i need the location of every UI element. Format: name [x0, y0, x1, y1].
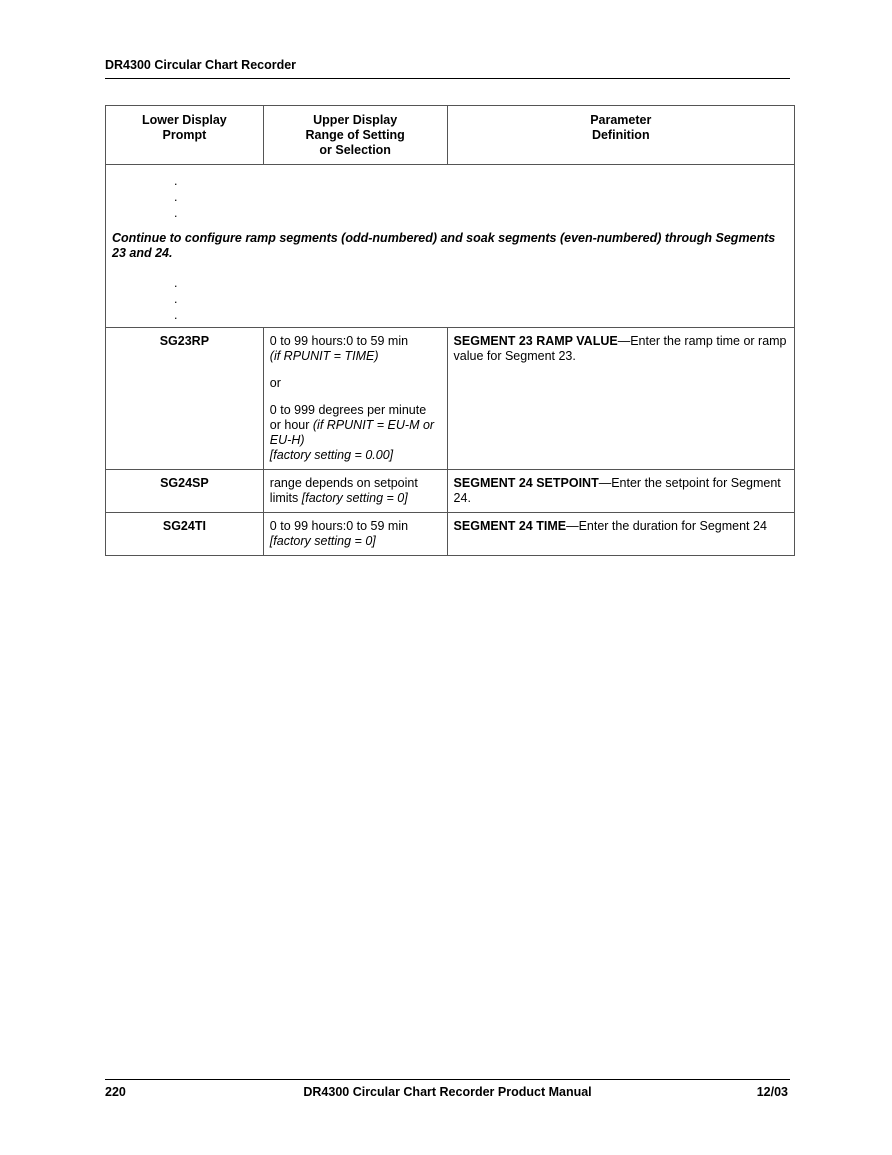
- ellipsis-dots-top: . . .: [174, 174, 178, 220]
- table-row: [106, 513, 795, 556]
- header-title: DR4300 Circular Chart Recorder: [105, 58, 297, 72]
- continuation-row: [106, 165, 795, 328]
- table-header-row: [106, 106, 795, 165]
- definition-cell: SEGMENT 23 RAMP VALUE—Enter the ramp time or ramp value for Segment 23.: [447, 328, 794, 470]
- page-number: 220: [105, 1085, 126, 1099]
- page-footer: [105, 1079, 790, 1105]
- parameter-table: [105, 105, 795, 556]
- page-header: [105, 58, 790, 79]
- continuation-cell: [106, 165, 795, 328]
- footer-date: 12/03: [756, 1085, 788, 1099]
- table-row: [106, 470, 795, 513]
- header-parameter-definition: Parameter Definition: [447, 106, 794, 165]
- range-cell: range depends on setpoint limits [factory setting = 0]: [263, 470, 447, 513]
- range-cell: 0 to 99 hours:0 to 59 min (if RPUNIT = TIME) or 0 to 999 degrees per minute or hour (if RPUNIT = EU-M or EU-H) [factory setting = 0.00]: [263, 328, 447, 470]
- definition-cell: SEGMENT 24 TIME—Enter the duration for Segment 24: [447, 513, 794, 556]
- range-cell: 0 to 99 hours:0 to 59 min [factory setting = 0]: [263, 513, 447, 556]
- ellipsis-dots-bottom: . . .: [174, 276, 178, 322]
- header-upper-display-range: Upper Display Range of Setting or Selection: [263, 106, 447, 165]
- header-lower-display-prompt: Lower Display Prompt: [106, 106, 264, 165]
- prompt-sg24sp: SG24SP: [106, 470, 264, 513]
- definition-cell: SEGMENT 24 SETPOINT—Enter the setpoint for Segment 24.: [447, 470, 794, 513]
- prompt-sg23rp: SG23RP: [106, 328, 264, 470]
- continuation-note: Continue to configure ramp segments (odd-numbered) and soak segments (even-numbered) through Segments 23 and 24.: [112, 231, 776, 260]
- table-row: [106, 328, 795, 470]
- footer-manual-title: DR4300 Circular Chart Recorder Product Manual: [303, 1085, 592, 1099]
- prompt-sg24ti: SG24TI: [106, 513, 264, 556]
